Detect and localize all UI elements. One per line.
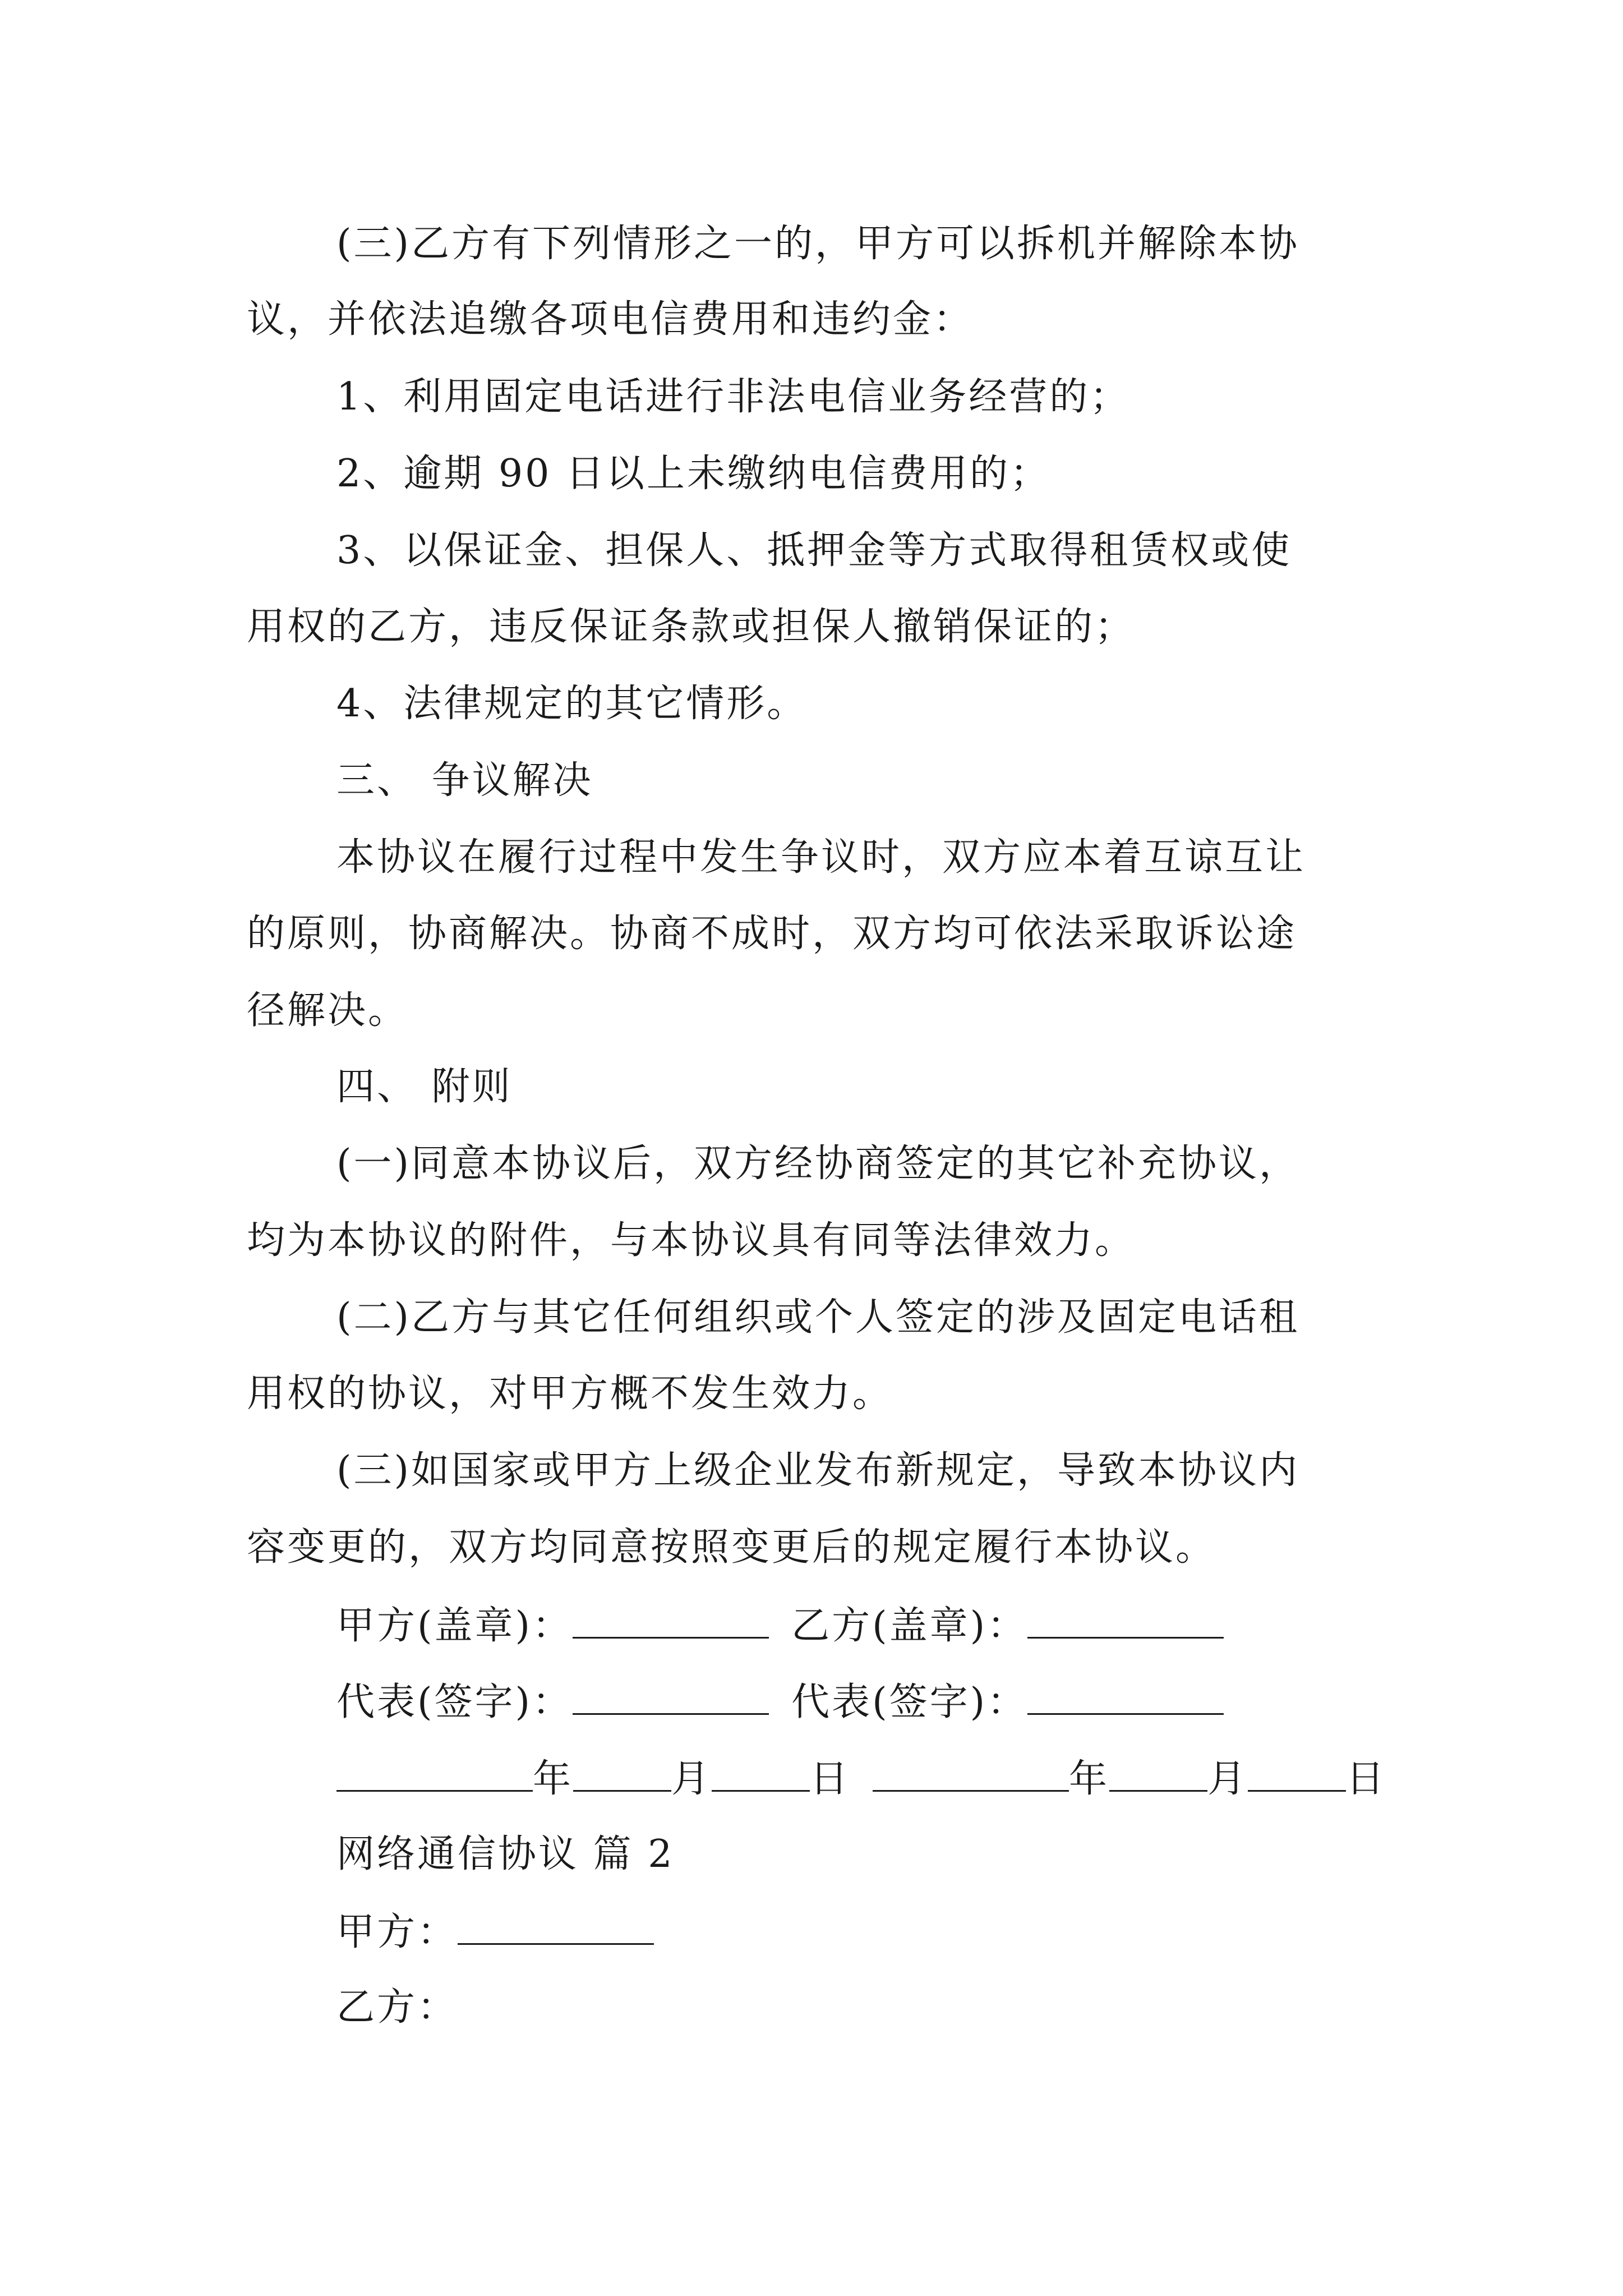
date-a-year-blank[interactable] — [336, 1755, 533, 1792]
date-a-day-blank[interactable] — [712, 1755, 810, 1792]
year-label-b: 年 — [1069, 1757, 1110, 1801]
date-row — [336, 1755, 1386, 1802]
date-b-day-blank[interactable] — [1248, 1755, 1346, 1792]
month-label-b: 月 — [1207, 1757, 1248, 1801]
appendix-clause-3-cont: 容变更的，双方均同意按照变更后的规定履行本协议。 — [247, 1525, 1216, 1570]
appendix-clause-2-cont: 用权的协议，对甲方概不发生效力。 — [247, 1372, 893, 1416]
clause-three-heading: (三)乙方有下列情形之一的，甲方可以拆机并解除本协 — [336, 222, 1300, 266]
party-a-label: 甲方： — [336, 1910, 458, 1954]
date-b-month-blank[interactable] — [1109, 1755, 1207, 1792]
list-item-1: 1、利用固定电话进行非法电信业务经营的； — [336, 375, 1131, 419]
party-a-seal-label: 甲方(盖章)： — [336, 1604, 573, 1648]
appendix-clause-1: (一)同意本协议后，双方经协商签定的其它补充协议， — [336, 1142, 1300, 1186]
seal-row — [336, 1602, 1224, 1649]
paragraph-dispute-2: 的原则，协商解决。协商不成时，双方均可依法采取诉讼途 — [247, 912, 1297, 956]
article-title: 网络通信协议 篇 2 — [336, 1832, 675, 1876]
rep-a-label: 代表(签字)： — [336, 1680, 573, 1724]
section-heading-appendix: 四、 附则 — [336, 1065, 513, 1109]
clause-three-heading-cont: 议，并依法追缴各项电信费用和违约金： — [247, 297, 974, 342]
appendix-clause-2: (二)乙方与其它任何组织或个人签定的涉及固定电话租 — [336, 1295, 1300, 1340]
year-label: 年 — [533, 1757, 574, 1801]
list-item-3: 3、以保证金、担保人、抵押金等方式取得租赁权或使 — [336, 528, 1292, 573]
list-item-4: 4、法律规定的其它情形。 — [336, 682, 808, 726]
day-label-b: 日 — [1346, 1757, 1387, 1801]
list-item-2: 2、逾期 90 日以上未缴纳电信费用的； — [336, 452, 1051, 496]
paragraph-dispute-3: 径解决。 — [247, 988, 409, 1033]
party-b-seal-label: 乙方(盖章)： — [791, 1604, 1028, 1648]
party-b-label: 乙方： — [336, 1985, 458, 2030]
month-label: 月 — [671, 1757, 712, 1801]
section-heading-dispute: 三、 争议解决 — [336, 758, 593, 803]
party-b-seal-blank[interactable] — [1027, 1602, 1224, 1639]
date-a-month-blank[interactable] — [573, 1755, 671, 1792]
party-a-row — [336, 1908, 654, 1955]
paragraph-dispute-1: 本协议在履行过程中发生争议时，双方应本着互谅互让 — [336, 835, 1306, 880]
rep-a-blank[interactable] — [573, 1678, 769, 1715]
rep-b-blank[interactable] — [1027, 1678, 1224, 1715]
appendix-clause-1-cont: 均为本协议的附件，与本协议具有同等法律效力。 — [247, 1218, 1136, 1263]
list-item-3-cont: 用权的乙方，违反保证条款或担保人撤销保证的； — [247, 605, 1136, 649]
rep-b-label: 代表(签字)： — [791, 1680, 1028, 1724]
representative-row — [336, 1678, 1224, 1725]
party-a-blank[interactable] — [458, 1908, 654, 1945]
day-label: 日 — [810, 1757, 851, 1801]
party-a-seal-blank[interactable] — [573, 1602, 769, 1639]
date-b-year-blank[interactable] — [873, 1755, 1069, 1792]
appendix-clause-3: (三)如国家或甲方上级企业发布新规定，导致本协议内 — [336, 1448, 1300, 1493]
